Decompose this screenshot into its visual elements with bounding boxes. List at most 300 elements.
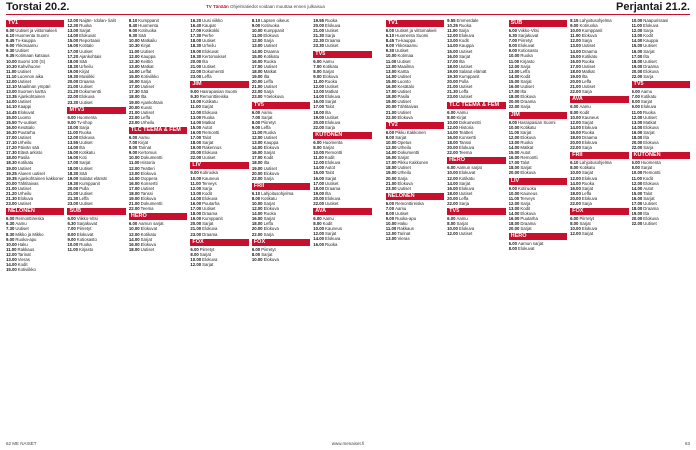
program-title: Ruoka-apu — [15, 236, 37, 242]
program-time: 6.00 — [6, 216, 15, 222]
program-title: Matkat — [643, 119, 657, 125]
program-title: Sarjat — [325, 231, 337, 237]
program-row — [313, 242, 371, 247]
program-title: Ajankohtainen — [17, 94, 46, 100]
program-title: Päivän sää — [17, 145, 40, 151]
program-time: 10.00 — [190, 99, 202, 105]
program-title: Elokuva — [458, 145, 475, 151]
program-title: Elokuva — [202, 195, 218, 201]
program-time: 14.00 — [631, 124, 643, 130]
program-time: 18.30 — [6, 160, 17, 166]
program-title: Uutiset — [325, 28, 339, 34]
program-time: 22.00 — [190, 68, 202, 74]
program-time: 16.00 — [631, 48, 643, 54]
program-title: Dokumentti — [458, 119, 481, 125]
program-title: Kumppanit — [202, 216, 223, 222]
program-title: Matkat — [325, 89, 338, 95]
program-title: Pulla — [458, 79, 469, 85]
program-time: 14.00 — [313, 165, 325, 171]
program-title: Kotikatu — [520, 124, 536, 130]
program-time: 23.00 — [67, 201, 79, 207]
program-row — [67, 100, 125, 105]
listing-column — [509, 18, 567, 438]
program-time: 10.00 — [6, 241, 17, 247]
program-time: 18.00 — [447, 140, 458, 146]
program-title: Uutiset — [17, 99, 32, 105]
program-time: 12.00 — [251, 134, 263, 140]
program-time: 12.00 — [631, 28, 643, 34]
program-time: 10.00 — [313, 150, 325, 156]
program-title: Uutiset — [263, 63, 277, 69]
header-note — [206, 4, 325, 9]
program-title: Sarjat — [520, 129, 532, 135]
program-title: Kotiruoka — [518, 185, 537, 191]
program-row — [386, 115, 444, 120]
program-title: Matkat — [581, 68, 595, 74]
program-row — [570, 89, 628, 94]
program-title: Elokuva — [17, 196, 34, 202]
program-title: Elokuva — [520, 211, 536, 216]
program-time: 19.00 — [128, 99, 140, 105]
program-title: Aamu — [640, 89, 653, 95]
program-title: Luonto — [397, 78, 411, 84]
program-time: 9.30 — [6, 48, 15, 54]
program-time: 8.00 — [190, 251, 199, 257]
program-time: 14.00 — [251, 48, 263, 54]
program-time: 8.00 — [508, 246, 517, 252]
program-title: Elokuva — [581, 33, 597, 39]
program-time: 17.00 — [631, 201, 643, 206]
program-title: Draama — [520, 99, 536, 105]
program-time: 17.00 — [570, 63, 581, 69]
program-time: 22.00 — [631, 74, 643, 80]
program-row — [252, 176, 310, 181]
program-time: 17.00 — [128, 84, 140, 90]
page-header — [6, 0, 690, 15]
program-time: 12.00 — [313, 84, 325, 90]
program-time: 20.00 — [570, 140, 581, 146]
program-time: 12.00 — [447, 231, 458, 237]
program-time: 11.00 — [508, 129, 520, 135]
program-title: Leffa — [202, 74, 212, 80]
program-title: Kotikatu — [140, 231, 157, 237]
program-time: 19.00 — [631, 63, 643, 69]
program-title: Pasila — [17, 155, 30, 161]
program-title: Autot — [520, 150, 531, 156]
program-title: Elokuvat — [202, 48, 219, 54]
program-title: Sarja — [643, 145, 654, 151]
left-page-number: 62 — [6, 441, 12, 446]
program-title: Dokumentti — [79, 89, 101, 95]
program-title: Elokuva — [325, 236, 341, 242]
program-time: 23.00 — [447, 94, 458, 100]
listing-column — [67, 18, 125, 438]
program-title: Teema — [140, 206, 154, 212]
program-title: Draama — [581, 48, 598, 54]
program-time: 22.00 — [508, 104, 520, 110]
program-title: Kodit — [17, 262, 28, 268]
program-title: Aamu — [261, 109, 273, 115]
program-time: 18.00 — [631, 206, 643, 212]
program-title: Ilta — [643, 134, 650, 140]
program-time: 15.00 — [128, 74, 140, 80]
program-title: Pikku Kakkonen — [395, 129, 426, 135]
program-title: Sarja — [263, 231, 274, 237]
program-time: 20.00 — [508, 99, 520, 105]
program-title: Uutiset — [581, 84, 596, 90]
program-time: 6.00 — [251, 109, 261, 115]
program-title: Uutiset — [79, 99, 93, 105]
program-title: Pulla — [79, 185, 89, 191]
program-time: 14.00 — [385, 150, 397, 156]
program-time: 11.00 — [631, 23, 643, 29]
program-time: 8.00 — [313, 144, 322, 150]
program-title: Naapurissasi — [643, 18, 669, 23]
program-time: 8.10 — [128, 18, 138, 23]
channel-header: AVA — [570, 96, 628, 103]
program-title: Elokuva — [643, 180, 659, 186]
program-time: 17.00 — [508, 89, 520, 95]
program-title: Draama — [202, 211, 218, 217]
program-time: 10.30 — [128, 43, 140, 49]
program-title: Elokuva — [325, 195, 341, 201]
program-title: Elokuva — [202, 150, 218, 156]
program-title: Uutiset — [397, 73, 411, 79]
program-time: 21.30 — [313, 33, 325, 39]
channel-header: AVA — [313, 208, 371, 215]
program-time: 10.00 — [313, 226, 325, 232]
program-time: 22.00 — [447, 150, 458, 156]
program-time: 12.00 — [190, 261, 202, 267]
program-time: 13.00 — [6, 89, 17, 95]
program-title: Elokuva — [397, 180, 413, 186]
program-row — [190, 262, 248, 267]
program-title: Matkat — [263, 68, 277, 74]
program-title: Kauneus — [202, 175, 220, 181]
program-title: Kotiruoka — [199, 170, 218, 176]
program-time: 8.00 — [447, 114, 456, 120]
program-time: 11.00 — [508, 58, 520, 64]
program-time: 18.00 — [251, 68, 263, 74]
program-title: Ruoka — [520, 53, 533, 59]
program-title: Elokuvat — [79, 33, 96, 39]
program-row — [252, 94, 310, 99]
channel-header: HERO — [509, 233, 567, 240]
program-time: 10.30 — [6, 63, 17, 69]
program-row — [129, 120, 187, 125]
program-title: Uutiset — [643, 221, 657, 227]
program-time: 9.00 — [570, 23, 579, 29]
program-time: 20.00 — [447, 195, 458, 201]
channel-header: FRII — [252, 183, 310, 190]
program-time: 6.10 — [6, 33, 15, 39]
program-title: Uutiset — [140, 109, 155, 115]
channel-header: FOX — [190, 239, 248, 246]
program-title: Kotiviikko — [140, 74, 159, 80]
program-title: Aamu — [322, 58, 334, 64]
program-time: 12.00 — [570, 175, 581, 181]
program-time: 11.00 — [570, 33, 581, 39]
program-time: 7.00 — [631, 94, 640, 100]
program-time: 14.00 — [128, 68, 140, 74]
program-title: Haku — [17, 241, 28, 247]
program-time: 18.00 — [128, 94, 140, 100]
program-time: 13.55 — [67, 140, 79, 146]
program-time: 22.00 — [385, 114, 397, 120]
program-time: 10.00 — [570, 114, 581, 120]
program-title: Musiikki — [79, 74, 95, 80]
program-time: 20.00 — [67, 185, 79, 191]
program-time: 10.00 — [251, 201, 263, 206]
program-title: Ruoka — [263, 129, 276, 135]
program-time: 22.00 — [251, 89, 263, 95]
program-title: Elokuva — [202, 256, 218, 262]
program-time: 12.00 — [570, 231, 581, 237]
program-time: 10.00 — [6, 58, 17, 64]
program-title: Dokumentti — [397, 150, 420, 156]
program-time: 11.00 — [67, 246, 78, 252]
program-time: 8.30 — [6, 231, 15, 237]
program-time: 16.30 — [6, 129, 17, 135]
program-time: 11.00 — [6, 246, 17, 252]
program-title: Piirretyt — [76, 226, 92, 232]
program-title: Elokuva — [140, 241, 156, 247]
program-time: 8.00 — [313, 68, 322, 74]
program-time: 6.10 — [251, 190, 261, 196]
program-time: 7.30 — [6, 226, 15, 232]
program-time: 12.00 — [251, 206, 263, 212]
program-title: Sarjat — [263, 150, 275, 156]
program-time: 10.00 — [190, 256, 202, 262]
program-time: 12.00 — [251, 38, 263, 44]
program-time: 18.00 — [190, 140, 202, 146]
program-time: 23.30 — [313, 43, 325, 49]
program-title: Sarjat — [643, 195, 655, 201]
program-title: Kodit — [263, 155, 274, 161]
program-time: 20.00 — [313, 195, 325, 201]
program-time: 13.00 — [385, 236, 397, 242]
program-time: 18.30 — [190, 43, 202, 49]
program-time: 19.00 — [190, 145, 202, 151]
program-time: 20.00 — [570, 195, 581, 201]
program-time: 18.00 — [385, 94, 397, 100]
program-time: 20.00 — [6, 180, 17, 186]
program-time: 10.00 — [570, 226, 581, 232]
program-time: 12.00 — [631, 114, 643, 120]
program-time: 18.00 — [251, 221, 263, 227]
program-time: 16.00 — [313, 241, 325, 247]
program-title: Uutiset — [520, 84, 534, 90]
program-time: 21.30 — [67, 196, 79, 202]
program-title: Ruoka — [325, 241, 338, 247]
program-time: 9.30 — [128, 33, 138, 39]
program-time: 8.45 — [6, 38, 15, 44]
program-time: 12.00 — [508, 134, 520, 140]
program-time: 22.00 — [570, 201, 581, 206]
program-title: Kodit — [520, 73, 531, 79]
program-title: Historia — [140, 160, 155, 166]
program-time: 12.00 — [385, 63, 397, 69]
program-time: 23.00 — [251, 94, 263, 100]
program-time: 12.00 — [6, 251, 17, 257]
program-time: 10.00 — [447, 119, 458, 125]
program-time: 9.00 — [631, 104, 640, 110]
program-title: Kotikatu — [322, 63, 339, 69]
program-time: 12.00 — [67, 134, 79, 140]
program-time: 9.00 — [67, 119, 76, 125]
program-time: 19.00 — [447, 68, 458, 74]
program-time: 20.00 — [570, 79, 581, 85]
program-row — [447, 150, 505, 155]
program-title: Uutiset — [581, 63, 596, 69]
program-time: 18.00 — [128, 246, 140, 252]
listing-column — [386, 18, 444, 438]
program-title: Leffa — [458, 89, 469, 95]
program-time: 11.00 — [508, 195, 520, 201]
channel-header: TV5 — [313, 51, 371, 58]
program-time: 14.10 — [6, 104, 17, 110]
program-time: 21.00 — [385, 180, 397, 186]
program-time: 15.00 — [631, 43, 643, 49]
program-title: Rakkaus — [17, 246, 35, 252]
program-title: Uutiset — [140, 84, 155, 90]
program-time: 20.00 — [251, 79, 263, 85]
program-title: Tv-shop — [76, 119, 93, 125]
program-time: 10.00 — [67, 124, 79, 130]
program-title: Kotiruoka — [579, 23, 598, 29]
program-title: Uutiset — [17, 201, 32, 207]
program-time: 10.00 — [508, 124, 520, 130]
program-title: Elokuva — [397, 114, 413, 120]
program-time: 8.10 — [251, 18, 261, 23]
program-time: 13.00 — [508, 68, 520, 74]
program-time: 14.00 — [508, 73, 520, 79]
program-title: Urheilu — [397, 170, 412, 176]
program-title: Uutiset — [17, 78, 32, 84]
program-title: Haku — [397, 221, 408, 227]
program-time: 13.00 — [190, 190, 202, 196]
program-time: 21.00 — [67, 84, 79, 90]
page-footer — [6, 440, 690, 448]
program-time: 12.00 — [128, 231, 140, 237]
program-time: 16.00 — [251, 58, 263, 64]
program-time: 18.00 — [631, 58, 643, 64]
program-time: 6.00 — [385, 200, 395, 206]
program-title: Leffa — [79, 196, 89, 202]
program-time: 19.00 — [631, 211, 643, 217]
program-time: 14.00 — [128, 175, 140, 181]
channel-header: TV2 — [386, 122, 444, 129]
program-time: 16.00 — [67, 43, 79, 49]
program-time: 19.25 — [6, 170, 17, 176]
program-title: Sarja — [520, 63, 531, 69]
program-time: 15.00 — [508, 78, 520, 84]
program-time: 16.00 — [190, 201, 202, 206]
channel-header: FOX — [252, 239, 310, 246]
program-title: Kodit — [322, 221, 333, 227]
program-title: Aamun sarjat — [456, 165, 482, 171]
program-time: 8.00 — [251, 119, 261, 125]
program-title: Ruoka — [202, 114, 215, 120]
program-title: Ykkösaamu — [15, 43, 38, 49]
program-time: 12.00 — [447, 175, 458, 181]
channel-header: TLC TEEMA & FEM — [129, 127, 187, 134]
program-title: Sarjat — [579, 221, 591, 227]
program-time: 14.00 — [6, 99, 17, 105]
program-title: Kauppa — [458, 43, 474, 49]
program-title: Leffat — [140, 68, 152, 74]
program-title: Sarjat — [261, 114, 273, 120]
program-title: Sarja — [581, 89, 592, 95]
program-title: Sarjat — [581, 185, 594, 191]
program-title: Sarjat — [581, 231, 594, 237]
program-time: 22.00 — [447, 201, 458, 206]
program-title: Sarjat — [79, 160, 91, 166]
program-title: Ruoka — [581, 58, 595, 64]
program-row — [190, 74, 248, 79]
program-time: 20.00 — [128, 104, 140, 110]
program-title: Leffa — [263, 221, 274, 227]
program-title: Naijän- Idolan- lialit — [79, 18, 116, 23]
program-title: Kaappi — [17, 104, 32, 110]
program-title: Ilta — [263, 74, 270, 80]
program-time: 21.00 — [6, 185, 17, 191]
program-time: 23.30 — [67, 99, 79, 105]
program-time: 6.30 — [6, 221, 15, 227]
program-title: Remontti — [520, 155, 538, 161]
program-title: Sarjat — [640, 165, 653, 171]
program-title: Sarjat — [458, 53, 471, 59]
program-title: Elokuva — [325, 119, 341, 125]
program-title: Elokuva — [325, 94, 341, 100]
program-time: 8.00 — [385, 134, 395, 140]
program-title: Sarjat — [520, 165, 532, 171]
program-time: 18.00 — [570, 68, 581, 74]
program-time: 18.30 — [67, 170, 79, 176]
program-time: 17.00 — [251, 155, 263, 161]
program-title: Ruoka — [325, 18, 338, 23]
program-title: Hasrapasian Suomi — [518, 119, 556, 125]
program-time: 16.00 — [631, 195, 643, 201]
program-time: 16.20 — [190, 18, 202, 23]
program-title: Elokuva — [581, 175, 598, 181]
program-title: Uutiset — [397, 109, 411, 115]
program-title: Aamu — [395, 205, 407, 211]
program-title: Leffa — [458, 195, 469, 201]
program-time: 9.00 — [190, 89, 199, 95]
channel-header: KUTONEN — [313, 132, 371, 139]
program-title: Ilta — [520, 89, 527, 95]
program-title: Urheilu — [17, 140, 32, 146]
program-title: Uutiset — [263, 134, 277, 140]
program-time: 12.00 — [631, 180, 643, 186]
channel-header: LIV — [190, 162, 248, 169]
program-time: 22.30 — [313, 38, 325, 44]
program-time: 14.00 — [251, 145, 263, 151]
program-time: 13.00 — [631, 33, 643, 39]
program-title: Rakkaus — [397, 226, 414, 232]
program-time: 18.00 — [190, 211, 202, 217]
program-title: Sarja — [581, 145, 592, 151]
program-time: 20.00 — [631, 216, 643, 222]
program-title: Sarjakuvat — [518, 33, 539, 39]
program-title: Sarja — [140, 79, 151, 85]
program-row — [570, 145, 628, 150]
program-time: 12.00 — [128, 165, 140, 171]
program-title: Urheilu — [202, 43, 216, 49]
program-time: 12.30 — [67, 23, 79, 29]
program-time: 21.00 — [128, 109, 140, 115]
